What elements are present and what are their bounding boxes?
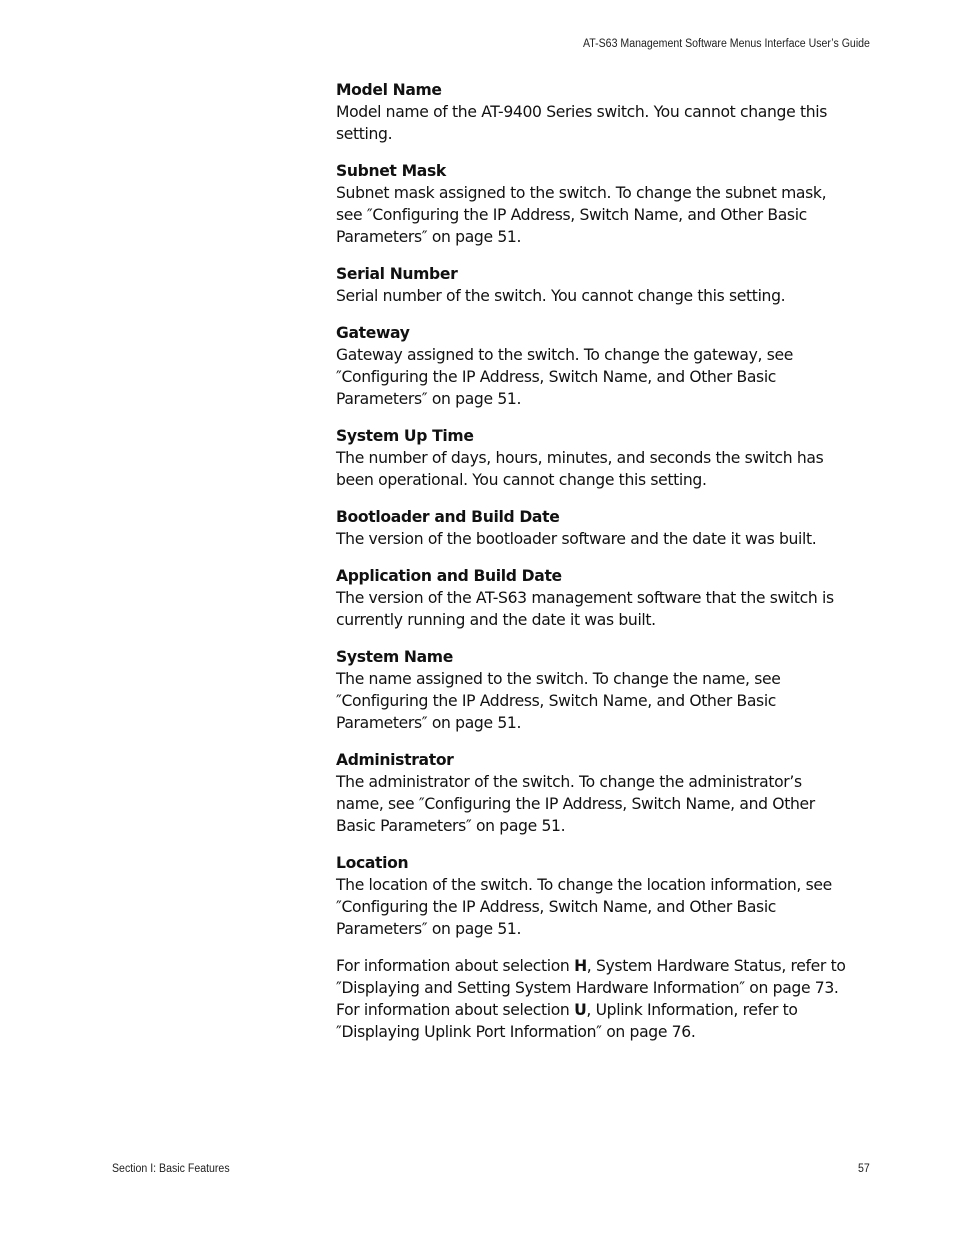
running-header: AT-S63 Management Software Menus Interface User’s Guide bbox=[583, 38, 870, 50]
closing-key-h: H bbox=[574, 957, 587, 975]
closing-key-u: U bbox=[574, 1001, 587, 1019]
desc-model-name: Model name of the AT-9400 Series switch. You cannot change this setting. bbox=[336, 103, 828, 143]
entry-gateway bbox=[336, 322, 848, 410]
entry-administrator bbox=[336, 749, 848, 837]
desc-system-up-time: The number of days, hours, minutes, and seconds the switch has been operational. You cannot change this setting. bbox=[336, 449, 824, 489]
term-serial-number: Serial Number bbox=[336, 265, 458, 283]
footer-section: Section I: Basic Features bbox=[112, 1163, 230, 1175]
desc-bootloader-build-date: The version of the bootloader software and the date it was built. bbox=[336, 530, 817, 548]
term-model-name: Model Name bbox=[336, 81, 442, 99]
closing-paragraph bbox=[336, 955, 848, 1043]
closing-text-2: , System Hardware Status, refer to ″Displaying and Setting System Hardware Information″ on page 73. For information about selection bbox=[336, 957, 846, 1019]
entry-system-name bbox=[336, 646, 848, 734]
entry-system-up-time bbox=[336, 425, 848, 491]
definition-list bbox=[336, 79, 848, 1059]
desc-gateway: Gateway assigned to the switch. To change the gateway, see ″Configuring the IP Address, Switch Name, and Other Basic Parameters″ on page 51. bbox=[336, 346, 793, 408]
term-administrator: Administrator bbox=[336, 751, 454, 769]
entry-application-build-date bbox=[336, 565, 848, 631]
entry-serial-number bbox=[336, 263, 848, 307]
desc-application-build-date: The version of the AT-S63 management software that the switch is currently running and the date it was built. bbox=[336, 589, 834, 629]
entry-bootloader-build-date bbox=[336, 506, 848, 550]
entry-subnet-mask bbox=[336, 160, 848, 248]
entry-location bbox=[336, 852, 848, 940]
closing-text-3: , Uplink Information, refer to ″Displaying Uplink Port Information″ on page 76. bbox=[336, 1001, 798, 1041]
term-location: Location bbox=[336, 854, 409, 872]
desc-administrator: The administrator of the switch. To change the administrator’s name, see ″Configuring the IP Address, Switch Name, and Other Basic Parameters″ on page 51. bbox=[336, 773, 815, 835]
desc-system-name: The name assigned to the switch. To change the name, see ″Configuring the IP Address, Switch Name, and Other Basic Parameters″ on page 51. bbox=[336, 670, 781, 732]
footer-page-number: 57 bbox=[858, 1163, 870, 1175]
closing-text-1: For information about selection bbox=[336, 957, 575, 975]
desc-location: The location of the switch. To change the location information, see ″Configuring the IP Address, Switch Name, and Other Basic Parameters″ on page 51. bbox=[336, 876, 832, 938]
term-system-up-time: System Up Time bbox=[336, 427, 474, 445]
term-subnet-mask: Subnet Mask bbox=[336, 162, 446, 180]
term-application-build-date: Application and Build Date bbox=[336, 567, 562, 585]
desc-serial-number: Serial number of the switch. You cannot change this setting. bbox=[336, 287, 786, 305]
term-system-name: System Name bbox=[336, 648, 453, 666]
desc-subnet-mask: Subnet mask assigned to the switch. To change the subnet mask, see ″Configuring the IP Address, Switch Name, and Other Basic Parameters″ on page 51. bbox=[336, 184, 827, 246]
term-bootloader-build-date: Bootloader and Build Date bbox=[336, 508, 560, 526]
entry-model-name bbox=[336, 79, 848, 145]
term-gateway: Gateway bbox=[336, 324, 410, 342]
